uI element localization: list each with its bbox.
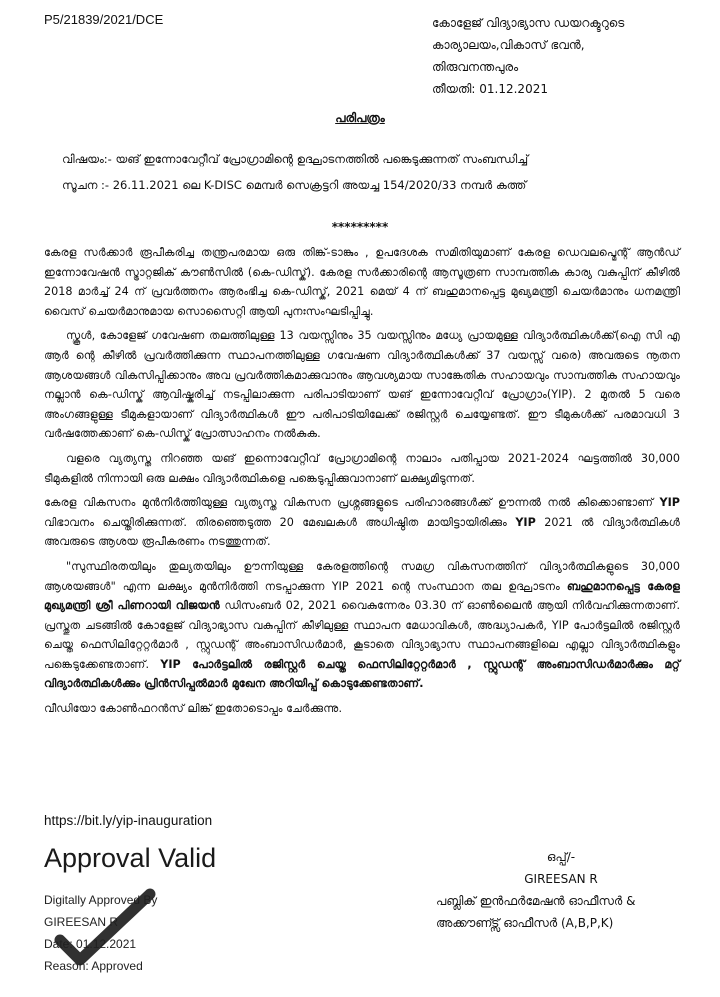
sender-address (432, 12, 624, 100)
approval-line-4: Reason: Approved (44, 959, 143, 973)
approval-line-2: GIREESAN R (44, 915, 119, 929)
signatory-designation-2: അക്കൗണ്ട്സ് ഓഫീസർ (A,B,P,K) (436, 916, 614, 930)
reference-number: P5/21839/2021/DCE (44, 12, 164, 27)
signatory-name: GIREESAN R (524, 872, 598, 886)
checkmark-icon (52, 888, 162, 978)
separator: ********* (331, 220, 389, 234)
paragraph-5-text-b: ഡിസംബർ 02, 2021 വൈകുന്നേരം 03.30 ന് ഓൺലൈൻ ആയി നിർവഹിക്കുന്നതാണ്. പ്രസ്തുത ചടങ്ങിൽ കോളേജ് വിദ്യാഭ്യാസ വകുപ്പിന് കീഴിലുള്ള സ്ഥാപന മേധാവികൾ, അദ്ധ്യാപകർ, YIP പോർട്ടലിൽ രജിസ്റ്റർ ചെയ്ത ഫെസിലിറ്റേറ്റർമാർ , സ്റ്റുഡന്റ് അംബാസിഡർമാർ, കൂടാതെ വിദ്യാഭ്യാസ സ്ഥാപനങ്ങളിലെ എല്ലാ വിദ്യാർത്ഥികളും പങ്കെടുക്കേണ്ടതാണ്. (44, 599, 680, 671)
letter-body (44, 243, 680, 724)
paragraph-5 (44, 557, 680, 694)
paragraph-4-yip-a: YIP (659, 496, 680, 510)
paragraph-4 (44, 493, 680, 552)
reference-line: സൂചന :- 26.11.2021 ലെ K-DISC മെമ്പർ സെക്രട്ടറി അയച്ച 154/2020/33 നമ്പർ കത്ത് (62, 178, 527, 192)
paragraph-4-text-c: 2021 ൽ വിദ്യാർത്ഥികൾ അവരുടെ ആശയ രൂപീകരണം നടത്തുന്നത്. (44, 515, 680, 549)
approval-line-3: Date: 01.12.2021 (44, 937, 137, 951)
signatory-designation-1: പബ്ലിക് ഇൻഫർമേഷൻ ഓഫീസർ & (436, 894, 636, 908)
paragraph-2: സ്കൂൾ, കോളേജ് ഗവേഷണ തലത്തിലുള്ള 13 വയസ്സിനും 35 വയസ്സിനും മധ്യേ പ്രായമുള്ള വിദ്യാർത്ഥികൾക്ക്(ഐ സി എ ആർ ന്റെ കീഴിൽ പ്രവർത്തിക്കുന്ന സ്ഥാപനത്തിലുള്ള ഗവേഷണ വിദ്യാർത്ഥികൾക്ക് 37 വയസ്സ് വരെ) അവരുടെ നൂതന ആശയങ്ങൾ വികസിപ്പിക്കാനും അവ പ്രവർത്തികമാക്കുവാനും ആവശ്യമായ സാങ്കേതിക സഹായവും സാമ്പത്തിക സഹായവും നല്ലാൻ കെ-ഡിസ്ക് ആവിഷ്കരിച്ച് നടപ്പിലാക്കുന്ന പരിപാടിയാണ് യങ് ഇന്നോവേറ്റീവ് പ്രോഗ്രാം(YIP). 2 മുതൽ 5 വരെ അംഗങ്ങളുള്ള ടീമുകളായാണ് വിദ്യാർത്ഥികൾ ഈ പരിപാടിയിലേക്ക് രജിസ്റ്റർ ചെയ്യേണ്ടത്. ഈ ടീമുകൾക്ക് പരമാവധി 3 വർഷത്തേക്കാണ് കെ-ഡിസ്ക് പ്രോത്സാഹനം നൽകുക. (44, 329, 680, 441)
document-title-text: പരിപത്രം (335, 111, 385, 125)
document-title (0, 111, 720, 126)
paragraph-1: കേരള സർക്കാർ രൂപീകരിച്ച തന്ത്രപരമായ ഒരു തിങ്ക്-ടാങ്കും , ഉപദേശക സമിതിയുമാണ് കേരള ഡെവലപ്മെന്റ് ആൻഡ് ഇന്നോവേഷൻ സ്ട്രാറ്റജിക് കൗൺസിൽ (കെ-ഡിസ്ക്). കേരള സർക്കാരിന്റെ ആസൂത്രണ സാമ്പത്തിക കാര്യ വകുപ്പിന് കീഴിൽ 2018 മാർച്ച് 24 ന് പ്രവർത്തനം ആരംഭിച്ച കെ-ഡിസ്ക്, 2021 മെയ് 4 ന് ബഹുമാനപ്പെട്ട മുഖ്യമന്ത്രി ചെയർമാനും ധനമന്ത്രി വൈസ് ചെയർമാനുമായ സൊസൈറ്റി ആയി പുനഃസംഘടിപ്പിച്ചു. (44, 246, 680, 318)
paragraph-5-text-a: "സുസ്ഥിരതയിലും തുല്യതയിലും ഊന്നിയുള്ള കേരളത്തിന്റെ സമഗ്ര വികസനത്തിന് വിദ്യാർത്ഥികളുടെ 30,000 ആശയങ്ങൾ" എന്ന ലക്ഷ്യം മുൻനിർത്തി നടപ്പാക്കുന്ന YIP 2021 ന്റെ സംസ്ഥാന തല ഉദ്ഘാടനം (44, 559, 680, 593)
subject-line: വിഷയം:- യങ് ഇന്നോവേറ്റീവ് പ്രോഗ്രാമിന്റെ ഉദ്ഘാടനത്തിൽ പങ്കെടുക്കുന്നത് സംബന്ധിച്ച് (62, 152, 529, 166)
signatory-block (436, 846, 686, 934)
paragraph-3: വളരെ വ്യത്യസ്ത നിറഞ്ഞ യങ് ഇന്നൊവേറ്റീവ് പ്രോഗ്രാമിന്റെ നാലാം പതിപ്പായ 2021-2024 ഘട്ടത്തിൽ 30,000 ടീമുകളിൽ നിന്നായി ഒരു ലക്ഷം വിദ്യാർത്ഥികളെ പങ്കെടുപ്പിക്കുവാനാണ് ലക്ഷ്യമിടുന്നത്. (44, 451, 680, 485)
paragraph-4-text-a: കേരള വികസനം മുൻനിർത്തിയുള്ള വ്യത്യസ്ത വികസന പ്രശ്നങ്ങളുടെ പരിഹാരങ്ങൾക്ക് ഊന്നൽ നൽ കിക്കൊണ്ടാണ് (44, 496, 660, 510)
approval-line-1: Digitally Approved By (44, 893, 158, 907)
paragraph-4-yip-b: YIP (515, 515, 536, 529)
inauguration-link[interactable]: https://bit.ly/yip-inauguration (44, 813, 213, 828)
paragraph-5-chief-minister: ബഹുമാനപ്പെട്ട കേരള മുഖ്യമന്ത്രി ശ്രീ പിണറായി വിജയൻ (44, 579, 681, 613)
subject-block (62, 146, 702, 198)
date-line: തീയതി: 01.12.2021 (432, 82, 548, 96)
paragraph-4-text-b: വിഭാവനം ചെയ്തിരിക്കുന്നത്. തിരഞ്ഞെടുത്ത 20 മേഖലകൾ അധിഷ്ഠിത മായിട്ടായിരിക്കും (44, 515, 516, 529)
sender-line-3: തിരുവനന്തപുരം (432, 60, 519, 74)
sender-line-2: കാര്യാലയം,വികാസ് ഭവൻ, (432, 38, 585, 52)
sender-line-1: കോളേജ് വിദ്യാഭ്യാസ ഡയറക്ടറുടെ (432, 16, 625, 30)
signed-mark: ഒപ്പ്/- (546, 850, 576, 864)
approval-status: Approval Valid (44, 843, 217, 873)
paragraph-5-instruction: YIP പോർട്ടലിൽ രജിസ്റ്റർ ചെയ്ത ഫെസിലിറ്റേറ്റർമാർ , സ്റ്റുഡന്റ് അംബാസിഡർമാർക്കും മറ്റ് വിദ്യാർത്ഥികൾക്കും പ്രിൻസിപ്പൽമാർ മുഖേന അറിയിപ്പ് കൊടുക്കേണ്ടതാണ്. (44, 657, 680, 691)
paragraph-6: വീഡിയോ കോൺഫറൻസ് ലിങ്ക് ഇതോടൊപ്പം ചേർക്കുന്നു. (44, 702, 342, 716)
